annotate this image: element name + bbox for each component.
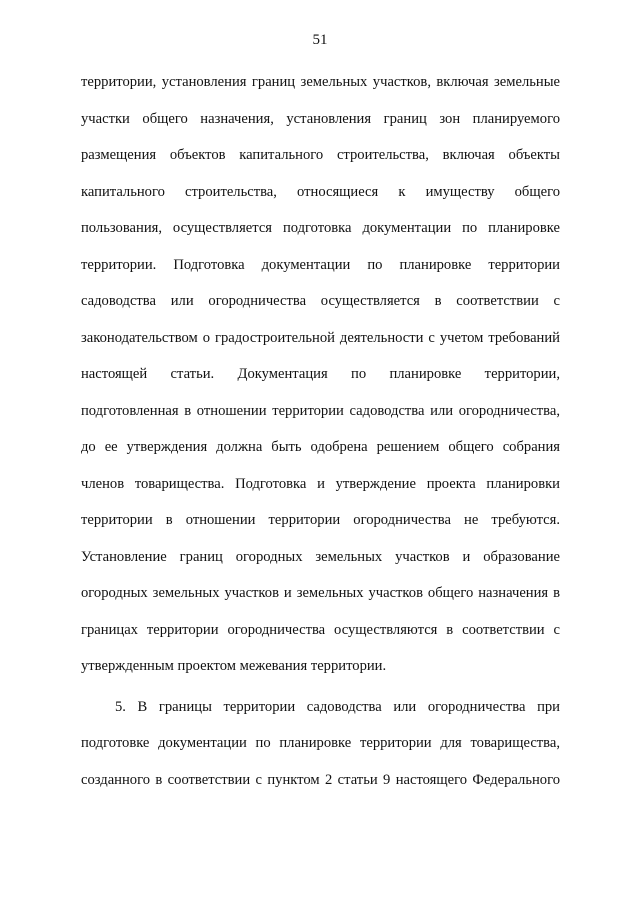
text-line: подготовке документации по планировке территории для товарищества, <box>81 735 560 751</box>
text-line: территории в отношении территории огородничества не требуются. <box>81 512 560 528</box>
text-line: пользования, осуществляется подготовка документации по планировке <box>81 220 560 236</box>
text-line: территории. Подготовка документации по планировке территории <box>81 256 560 273</box>
paragraph-1 <box>81 64 560 685</box>
text-line: огородных земельных участков и земельных участков общего назначения в <box>81 585 560 601</box>
text-line: садоводства или огородничества осуществляется в соответствии с <box>81 293 560 309</box>
text-line: участки общего назначения, установления границ зон планируемого <box>81 110 560 127</box>
page-number: 51 <box>312 32 328 48</box>
text-line: членов товарищества. Подготовка и утверждение проекта планировки <box>81 475 560 492</box>
text-line: созданного в соответствии с пунктом 2 статьи 9 настоящего Федерального <box>81 771 560 788</box>
body-text <box>81 64 560 798</box>
text-line: капитального строительства, относящиеся к имуществу общего <box>81 183 560 200</box>
text-line: до ее утверждения должна быть одобрена решением общего собрания <box>81 439 560 455</box>
text-line: настоящей статьи. Документация по планировке территории, <box>81 366 560 382</box>
text-line: Установление границ огородных земельных участков и образование <box>81 548 560 565</box>
text-line: 5. В границы территории садоводства или огородничества при <box>115 698 560 715</box>
text-line: утвержденным проектом межевания территории. <box>81 658 387 674</box>
text-line: законодательством о градостроительной деятельности с учетом требований <box>81 329 560 346</box>
paragraph-2 <box>81 689 560 799</box>
text-line: размещения объектов капитального строительства, включая объекты <box>81 147 560 163</box>
text-line: территории, установления границ земельных участков, включая земельные <box>81 74 560 90</box>
text-line: подготовленная в отношении территории садоводства или огородничества, <box>81 402 560 419</box>
text-line: границах территории огородничества осуществляются в соответствии с <box>81 621 560 638</box>
